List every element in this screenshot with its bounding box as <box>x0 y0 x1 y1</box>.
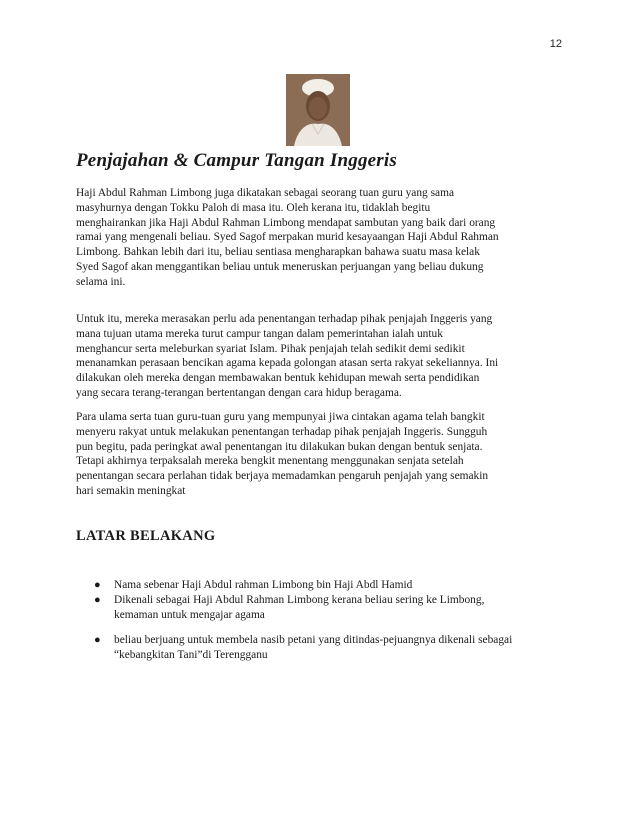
paragraph-line: hari semakin meningkat <box>76 484 186 497</box>
paragraph-line: Haji Abdul Rahman Limbong juga dikatakan sebagai seorang tuan guru yang sama <box>76 187 455 199</box>
paragraph-line: penentangan secara perlahan tidak berjaya memadamkan pengaruh penjajah yang semakin <box>76 470 489 483</box>
section-title: Penjajahan & Campur Tangan Inggeris <box>76 150 397 171</box>
list-item <box>76 633 596 663</box>
bullet-icon: ● <box>94 579 101 591</box>
paragraph-line: Untuk itu, mereka merasakan perlu ada penentangan terhadap pihak penjajah Inggeris yang <box>76 313 493 325</box>
latar-belakang-heading: LATAR BELAKANG <box>76 528 216 544</box>
list-item-text: Dikenali sebagai Haji Abdul Rahman Limbong kerana beliau sering ke Limbong, <box>114 594 485 606</box>
paragraph-line: menghancur serta meleburkan syariat Islam. Pihak penjajah telah sedikit demi sedikit <box>76 342 465 355</box>
paragraph-line: yang secara terang-terangan bertentangan dengan cara hidup beragama. <box>76 386 402 399</box>
paragraph-line: Para ulama serta tuan guru-tuan guru yang mempunyai jiwa cintakan agama telah bangkit <box>76 411 485 423</box>
paragraph-line: menyeru rakyat untuk melakukan penentangan terhadap pihak penjajah Inggeris. Sungguh <box>76 425 488 438</box>
bullet-icon: ● <box>94 634 101 646</box>
paragraph-line: Tetapi akhirnya terpaksalah mereka bengkit menentang menggunakan senjata setelah <box>76 455 464 468</box>
paragraph-line: dilakukan oleh mereka dengan membawakan bentuk kehidupan mewah serta pendidikan <box>76 372 480 385</box>
portrait-photo <box>286 74 350 146</box>
paragraph-line: pun begitu, pada peringkat awal penentangan itu dilakukan bukan dengan bentuk senjata. <box>76 440 483 453</box>
list-item <box>76 578 596 593</box>
paragraph-line: menanamkan perasaan bencikan agama kepada golongan atasan serta rakyat sekeliannya. Ini <box>76 357 499 370</box>
paragraph-1 <box>76 186 576 290</box>
paragraph-line: menghairankan jika Haji Abdul Rahman Limbong mendapat sambutan yang baik dari orang <box>76 216 496 229</box>
list-item-text: Nama sebenar Haji Abdul rahman Limbong bin Haji Abdl Hamid <box>114 579 413 591</box>
bullet-list <box>76 578 596 663</box>
paragraph-line: Syed Sagof akan menggantikan beliau untuk meneruskan perjuangan yang beliau dukung <box>76 260 484 273</box>
paragraph-line: selama ini. <box>76 275 126 288</box>
page-number: 12 <box>549 38 562 50</box>
paragraph-line: ramai yang mengenali beliau. Syed Sagof merpakan murid kesayaangan Haji Abdul Rahman <box>76 231 499 244</box>
paragraph-line: Limbong. Bahkan lebih dari itu, beliau sentiasa mengharapkan bahawa suatu masa kelak <box>76 246 480 259</box>
paragraph-line: mana tujuan utama mereka turut campur tangan dalam pemerintahan ialah untuk <box>76 327 443 340</box>
bullet-icon: ● <box>94 594 101 606</box>
list-item-text: “kebangkitan Tani”di Terengganu <box>114 649 268 661</box>
list-item <box>76 593 596 623</box>
paragraph-line: masyhurnya dengan Tokku Paloh di masa itu. Oleh kerana itu, tidaklah begitu <box>76 201 431 214</box>
paragraph-3 <box>76 410 576 499</box>
list-item-text: beliau berjuang untuk membela nasib petani yang ditindas-pejuangnya dikenali sebagai <box>114 634 513 646</box>
paragraph-2 <box>76 312 576 401</box>
list-item-text: kemaman untuk mengajar agama <box>114 609 265 621</box>
